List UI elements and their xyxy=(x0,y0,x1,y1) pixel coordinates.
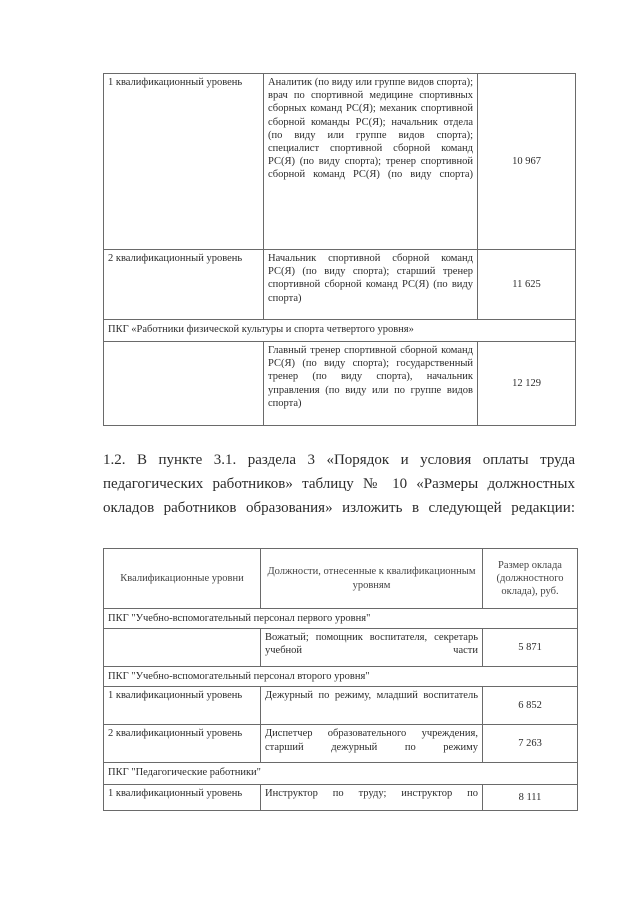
level-cell: 1 квалификационный уровень xyxy=(104,74,264,250)
table-header-row xyxy=(104,549,578,609)
salary-cell: 8 111 xyxy=(483,785,578,811)
salary-table-education xyxy=(103,548,578,811)
level-cell xyxy=(104,629,261,667)
salary-cell: 12 129 xyxy=(478,342,576,426)
group-header-row xyxy=(104,320,576,342)
table-row xyxy=(104,74,576,250)
salary-table-sport xyxy=(103,73,576,426)
salary-cell: 6 852 xyxy=(483,687,578,725)
level-cell: 1 квалификационный уровень xyxy=(104,687,261,725)
level-cell: 2 квалификационный уровень xyxy=(104,725,261,763)
positions-cell: Диспетчер образовательного учреждения, старший дежурный по режиму xyxy=(261,725,483,763)
salary-cell: 10 967 xyxy=(478,74,576,250)
column-header-salary: Размер оклада (должностного оклада), руб. xyxy=(483,549,578,609)
level-cell: 1 квалификационный уровень xyxy=(104,785,261,811)
positions-cell: Начальник спортивной сборной команд РС(Я) (по виду спорта); старший тренер спортивной сборной команд РС(Я) (по виду спорта) xyxy=(264,250,478,320)
column-header-positions: Должности, отнесенные к квалификационным уровням xyxy=(261,549,483,609)
group-title: ПКГ "Учебно-вспомогательный персонал второго уровня" xyxy=(104,667,578,687)
group-header-row xyxy=(104,763,578,785)
table-row xyxy=(104,342,576,426)
positions-cell: Инструктор по труду; инструктор по xyxy=(261,785,483,811)
group-title: ПКГ «Работники физической культуры и спорта четвертого уровня» xyxy=(104,320,576,342)
level-cell: 2 квалификационный уровень xyxy=(104,250,264,320)
salary-cell: 7 263 xyxy=(483,725,578,763)
group-title: ПКГ "Учебно-вспомогательный персонал первого уровня" xyxy=(104,609,578,629)
table-row xyxy=(104,785,578,811)
salary-cell: 11 625 xyxy=(478,250,576,320)
table-row xyxy=(104,725,578,763)
positions-cell: Аналитик (по виду или группе видов спорта); врач по спортивной медицине спортивных сборных команд РС(Я); механик спортивной сборной команды РС(Я); начальник отдела (по виду или группе видов спорта); специалист спортивной сборной команд РС(Я) (по виду спорта); тренер спортивной сборной команд РС(Я) (по виду спорта) xyxy=(264,74,478,250)
body-paragraph: 1.2. В пункте 3.1. раздела 3 «Порядок и условия оплаты труда педагогических работников» таблицу № 10 «Размеры должностных окладов работников образования» изложить в следующей редакции: xyxy=(103,452,575,516)
table-row xyxy=(104,629,578,667)
salary-cell: 5 871 xyxy=(483,629,578,667)
group-title: ПКГ "Педагогические работники" xyxy=(104,763,578,785)
group-header-row xyxy=(104,667,578,687)
column-header-levels: Квалификационные уровни xyxy=(104,549,261,609)
level-cell xyxy=(104,342,264,426)
table-row xyxy=(104,250,576,320)
positions-cell: Вожатый; помощник воспитателя, секретарь учебной части xyxy=(261,629,483,667)
positions-cell: Главный тренер спортивной сборной команд РС(Я) (по виду спорта); государственный тренер (по виду спорта), начальник управления (по виду или по группе видов спорта) xyxy=(264,342,478,426)
table-row xyxy=(104,687,578,725)
positions-cell: Дежурный по режиму, младший воспитатель xyxy=(261,687,483,725)
group-header-row xyxy=(104,609,578,629)
